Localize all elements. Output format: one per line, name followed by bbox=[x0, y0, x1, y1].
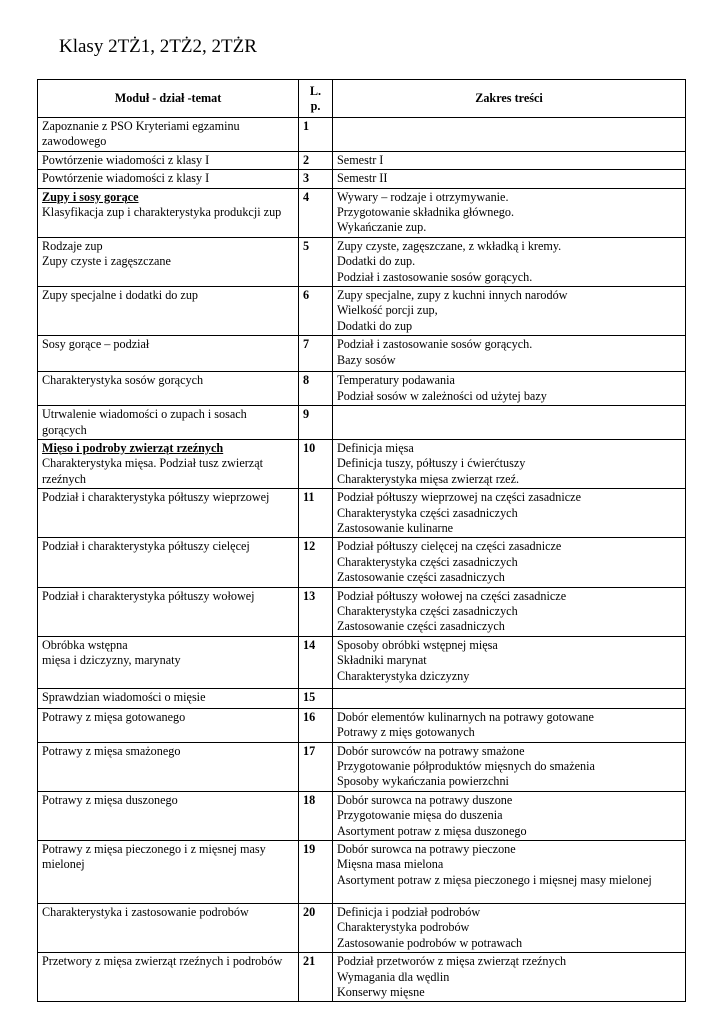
lesson-number: 11 bbox=[299, 489, 333, 538]
scope-item: Wykańczanie zup. bbox=[337, 220, 427, 235]
table-row bbox=[38, 170, 686, 188]
section-title: Zupy i sosy gorące bbox=[42, 189, 139, 204]
scope-item: Podział przetworów z mięsa zwierząt rzeźnych bbox=[337, 954, 567, 969]
header-scope: Zakres treści bbox=[333, 80, 686, 118]
table-row bbox=[38, 151, 686, 169]
topic-cell bbox=[38, 841, 299, 904]
table-row bbox=[38, 489, 686, 538]
scope-cell bbox=[333, 336, 686, 372]
curriculum-table bbox=[37, 79, 686, 1002]
topic-cell bbox=[38, 636, 299, 688]
scope-item: Zastosowanie części zasadniczych bbox=[337, 570, 505, 585]
header-module: Moduł - dział -temat bbox=[38, 80, 299, 118]
scope-item: Charakterystyka części zasadniczych bbox=[337, 505, 518, 520]
scope-item: Dobór surowców na potrawy smażone bbox=[337, 743, 525, 758]
scope-cell bbox=[333, 742, 686, 791]
scope-item: Definicja tuszy, półtuszy i ćwierćtuszy bbox=[337, 456, 526, 471]
scope-cell bbox=[333, 904, 686, 953]
scope-item: Zupy czyste, zagęszczane, z wkładką i kremy. bbox=[337, 238, 562, 253]
scope-item: Semestr I bbox=[337, 152, 384, 167]
topic-cell bbox=[38, 489, 299, 538]
lesson-number: 21 bbox=[299, 953, 333, 1002]
scope-item: Semestr II bbox=[337, 171, 388, 186]
scope-item: Przygotowanie składnika głównego. bbox=[337, 205, 515, 220]
scope-cell bbox=[333, 151, 686, 169]
scope-cell bbox=[333, 953, 686, 1002]
scope-item: Potrawy z mięs gotowanych bbox=[337, 725, 475, 740]
table-row bbox=[38, 406, 686, 440]
table-row bbox=[38, 636, 686, 688]
topic-text: mięsa i dziczyzny, marynaty bbox=[42, 653, 181, 668]
topic-text: Podział i charakterystyka półtuszy wołowej bbox=[42, 588, 255, 603]
topic-text: Utrwalenie wiadomości o zupach i sosach gorących bbox=[42, 407, 247, 437]
scope-item: Podział i zastosowanie sosów gorących. bbox=[337, 269, 533, 284]
scope-cell bbox=[333, 538, 686, 587]
lesson-number: 12 bbox=[299, 538, 333, 587]
lesson-number: 8 bbox=[299, 372, 333, 406]
lesson-number: 4 bbox=[299, 188, 333, 237]
header-lp-line1: L. bbox=[309, 83, 322, 98]
scope-item: Konserwy mięsne bbox=[337, 985, 425, 1000]
topic-text: Potrawy z mięsa duszonego bbox=[42, 792, 178, 807]
topic-cell bbox=[38, 688, 299, 708]
table-body bbox=[38, 118, 686, 1002]
topic-cell bbox=[38, 372, 299, 406]
lesson-number: 10 bbox=[299, 439, 333, 488]
scope-item: Dobór elementów kulinarnych na potrawy gotowane bbox=[337, 709, 594, 724]
scope-cell bbox=[333, 406, 686, 440]
scope-item: Wielkość porcji zup, bbox=[337, 303, 438, 318]
topic-cell bbox=[38, 170, 299, 188]
topic-text: Sprawdzian wiadomości o mięsie bbox=[42, 689, 206, 704]
lesson-number: 1 bbox=[299, 118, 333, 152]
table-row bbox=[38, 688, 686, 708]
scope-cell bbox=[333, 287, 686, 336]
scope-item: Definicja i podział podrobów bbox=[337, 905, 481, 920]
scope-item: Asortyment potraw z mięsa duszonego bbox=[337, 823, 527, 838]
table-row bbox=[38, 372, 686, 406]
topic-text: Podział i charakterystyka półtuszy cielęcej bbox=[42, 539, 250, 554]
scope-item: Zastosowanie części zasadniczych bbox=[337, 619, 505, 634]
lesson-number: 9 bbox=[299, 406, 333, 440]
topic-text: Obróbka wstępna bbox=[42, 637, 128, 652]
topic-text: Zupy czyste i zagęszczane bbox=[42, 254, 171, 269]
lesson-number: 2 bbox=[299, 151, 333, 169]
scope-item: Podział i zastosowanie sosów gorących. bbox=[337, 337, 533, 352]
scope-item: Charakterystyka mięsa zwierząt rzeź. bbox=[337, 471, 520, 486]
lesson-number: 17 bbox=[299, 742, 333, 791]
topic-text: Przetwory z mięsa zwierząt rzeźnych i podrobów bbox=[42, 954, 283, 969]
lesson-number: 15 bbox=[299, 688, 333, 708]
topic-text: Powtórzenie wiadomości z klasy I bbox=[42, 152, 210, 167]
table-row bbox=[38, 791, 686, 840]
scope-item: Podział sosów w zależności od użytej bazy bbox=[337, 388, 547, 403]
topic-text: Klasyfikacja zup i charakterystyka produkcji zup bbox=[42, 205, 282, 220]
scope-item: Asortyment potraw z mięsa pieczonego i mięsnej masy mielonej bbox=[337, 872, 652, 887]
topic-text: Rodzaje zup bbox=[42, 238, 103, 253]
scope-cell bbox=[333, 170, 686, 188]
table-row bbox=[38, 587, 686, 636]
header-lp-line2: p. bbox=[310, 98, 321, 113]
topic-cell bbox=[38, 791, 299, 840]
topic-cell bbox=[38, 439, 299, 488]
scope-cell bbox=[333, 841, 686, 904]
lesson-number: 18 bbox=[299, 791, 333, 840]
scope-item: Charakterystyka dziczyzny bbox=[337, 668, 470, 683]
scope-cell bbox=[333, 587, 686, 636]
scope-item: Podział półtuszy cielęcej na części zasadnicze bbox=[337, 539, 562, 554]
scope-item: Sposoby obróbki wstępnej mięsa bbox=[337, 637, 498, 652]
lesson-number: 14 bbox=[299, 636, 333, 688]
scope-item: Dobór surowca na potrawy pieczone bbox=[337, 842, 516, 857]
lesson-number: 7 bbox=[299, 336, 333, 372]
scope-item: Składniki marynat bbox=[337, 653, 427, 668]
topic-text: Sosy gorące – podział bbox=[42, 337, 150, 352]
page-title: Klasy 2TŻ1, 2TŻ2, 2TŻR bbox=[59, 36, 257, 57]
scope-item: Zastosowanie kulinarne bbox=[337, 520, 454, 535]
topic-cell bbox=[38, 904, 299, 953]
scope-item: Podział półtuszy wieprzowej na części zasadnicze bbox=[337, 490, 581, 505]
scope-cell bbox=[333, 237, 686, 286]
table-row bbox=[38, 188, 686, 237]
topic-text: Zapoznanie z PSO Kryteriami egzaminu zawodowego bbox=[42, 119, 240, 149]
scope-cell bbox=[333, 489, 686, 538]
topic-text: Potrawy z mięsa smażonego bbox=[42, 743, 181, 758]
scope-item: Temperatury podawania bbox=[337, 373, 455, 388]
table-row bbox=[38, 237, 686, 286]
table-row bbox=[38, 439, 686, 488]
lesson-number: 19 bbox=[299, 841, 333, 904]
lesson-number: 16 bbox=[299, 708, 333, 742]
topic-cell bbox=[38, 336, 299, 372]
header-lp bbox=[299, 80, 333, 118]
topic-text: Zupy specjalne i dodatki do zup bbox=[42, 288, 199, 303]
scope-item: Przygotowanie mięsa do duszenia bbox=[337, 808, 503, 823]
table-row bbox=[38, 841, 686, 904]
topic-text: Charakterystyka sosów gorących bbox=[42, 373, 204, 388]
scope-item: Sposoby wykańczania powierzchni bbox=[337, 774, 509, 789]
table-row bbox=[38, 742, 686, 791]
scope-item: Zupy specjalne, zupy z kuchni innych narodów bbox=[337, 288, 568, 303]
scope-cell bbox=[333, 688, 686, 708]
scope-cell bbox=[333, 708, 686, 742]
topic-cell bbox=[38, 708, 299, 742]
topic-cell bbox=[38, 188, 299, 237]
section-title: Mięso i podroby zwierząt rzeźnych bbox=[42, 440, 224, 455]
scope-item: Charakterystyka części zasadniczych bbox=[337, 603, 518, 618]
topic-cell bbox=[38, 538, 299, 587]
scope-item: Charakterystyka podrobów bbox=[337, 920, 470, 935]
scope-item: Przygotowanie półproduktów mięsnych do smażenia bbox=[337, 759, 595, 773]
scope-cell bbox=[333, 636, 686, 688]
topic-cell bbox=[38, 118, 299, 152]
scope-item: Charakterystyka części zasadniczych bbox=[337, 554, 518, 569]
table-row bbox=[38, 538, 686, 587]
scope-cell bbox=[333, 118, 686, 152]
table-row bbox=[38, 336, 686, 372]
scope-item: Wywary – rodzaje i otrzymywanie. bbox=[337, 189, 509, 204]
topic-text: Charakterystyka i zastosowanie podrobów bbox=[42, 905, 249, 920]
topic-text: Potrawy z mięsa pieczonego i z mięsnej masy mielonej bbox=[42, 842, 266, 872]
table-row bbox=[38, 708, 686, 742]
table-row bbox=[38, 118, 686, 152]
topic-cell bbox=[38, 237, 299, 286]
scope-cell bbox=[333, 439, 686, 488]
scope-item: Zastosowanie podrobów w potrawach bbox=[337, 935, 523, 950]
topic-text: Podział i charakterystyka półtuszy wieprzowej bbox=[42, 490, 270, 505]
scope-item: Definicja mięsa bbox=[337, 440, 414, 455]
topic-cell bbox=[38, 742, 299, 791]
scope-item: Dodatki do zup bbox=[337, 318, 413, 333]
topic-cell bbox=[38, 587, 299, 636]
topic-text: Potrawy z mięsa gotowanego bbox=[42, 709, 186, 724]
table-row bbox=[38, 287, 686, 336]
scope-item: Dobór surowca na potrawy duszone bbox=[337, 792, 513, 807]
scope-cell bbox=[333, 372, 686, 406]
scope-item: Dodatki do zup. bbox=[337, 254, 416, 269]
scope-item: Bazy sosów bbox=[337, 352, 396, 367]
topic-cell bbox=[38, 406, 299, 440]
scope-cell bbox=[333, 791, 686, 840]
lesson-number: 20 bbox=[299, 904, 333, 953]
table-row bbox=[38, 953, 686, 1002]
scope-item: Podział półtuszy wołowej na części zasadnicze bbox=[337, 588, 567, 603]
lesson-number: 6 bbox=[299, 287, 333, 336]
table-row bbox=[38, 904, 686, 953]
scope-item: Mięsna masa mielona bbox=[337, 857, 444, 872]
scope-cell bbox=[333, 188, 686, 237]
topic-cell bbox=[38, 953, 299, 1002]
topic-cell bbox=[38, 151, 299, 169]
lesson-number: 3 bbox=[299, 170, 333, 188]
table-header-row bbox=[38, 80, 686, 118]
topic-text: Charakterystyka mięsa. Podział tusz zwierząt rzeźnych bbox=[42, 456, 263, 486]
scope-item: Wymagania dla wędlin bbox=[337, 969, 450, 984]
lesson-number: 13 bbox=[299, 587, 333, 636]
topic-text: Powtórzenie wiadomości z klasy I bbox=[42, 171, 210, 186]
topic-cell bbox=[38, 287, 299, 336]
lesson-number: 5 bbox=[299, 237, 333, 286]
